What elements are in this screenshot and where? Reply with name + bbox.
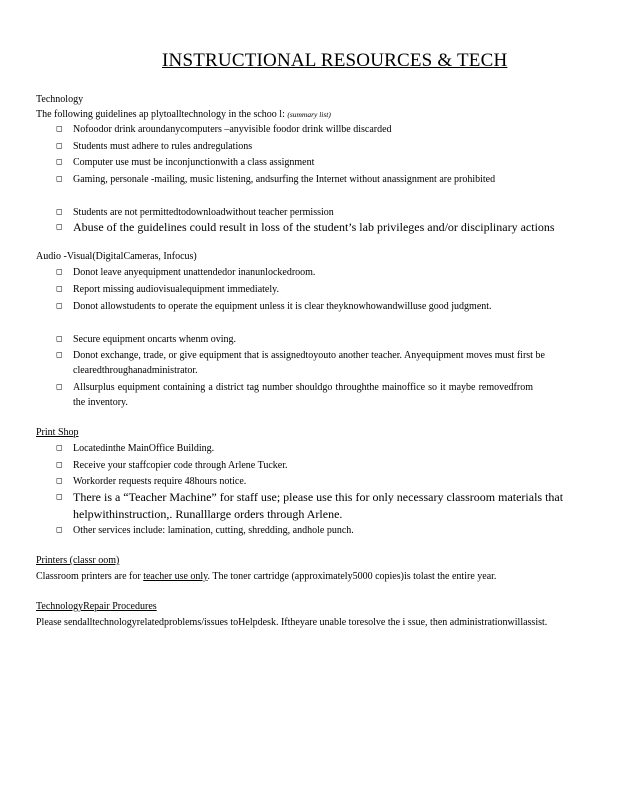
bullet-icon: ◻ [56, 207, 63, 216]
page-title: INSTRUCTIONAL RESOURCES & TECH [162, 50, 508, 71]
audio-visual-item: Secure equipment oncarts whenm oving. [73, 334, 237, 345]
bullet-icon: ◻ [56, 222, 63, 231]
technology-item: Computer use must be inconjunctionwith a class assignment [73, 157, 315, 168]
print-shop-item: Workorder requests require 48hours notice. [73, 476, 247, 487]
print-shop-item: Locatedinthe MainOffice Building. [73, 443, 215, 454]
technology-intro [36, 109, 331, 120]
bullet-icon: ◻ [56, 334, 63, 343]
bullet-icon: ◻ [56, 525, 63, 534]
bullet-icon: ◻ [56, 382, 63, 391]
technology-item: Nofoodor drink aroundanycomputers –anyvisible foodor drink willbe discarded [73, 124, 392, 135]
audio-visual-item: Report missing audiovisualequipment immediately. [73, 284, 279, 295]
audio-visual-item: Donot leave anyequipment unattendedor inanunlockedroom. [73, 267, 316, 278]
print-shop-item: There is a “Teacher Machine” for staff use; please use this for only necessary classroom materials that helpwithinstruction,. Runalllarge orders through Arlene. [73, 490, 564, 521]
printers-text-after: . The toner cartridge (approximately5000 copies)is tolast the entire year. [207, 571, 497, 582]
bullet-icon: ◻ [56, 157, 63, 166]
print-shop-item: Other services include: lamination, cutting, shredding, andhole punch. [73, 525, 354, 536]
bullet-icon: ◻ [56, 124, 63, 133]
technology-heading: Technology [36, 94, 84, 105]
printers-heading: Printers (classr oom) [36, 555, 120, 566]
bullet-icon: ◻ [56, 301, 63, 310]
audio-visual-item: Donot allowstudents to operate the equipment unless it is clear theyknowhowandwilluse good judgment. [73, 301, 492, 312]
printers-text-underlined: teacher use only [143, 571, 208, 582]
bullet-icon: ◻ [56, 284, 63, 293]
bullet-icon: ◻ [56, 267, 63, 276]
technology-intro-text: The following guidelines ap plytoalltechnology in the schoo l: [36, 109, 285, 120]
printers-text-before: Classroom printers are for [36, 571, 141, 582]
technology-item: Abuse of the guidelines could result in loss of the student’s lab privileges and/or disciplinary actions [73, 220, 555, 234]
audio-visual-heading: Audio -Visual(DigitalCameras, Infocus) [36, 251, 197, 262]
bullet-icon: ◻ [56, 476, 63, 485]
audio-visual-item: Allsurplus equipment containing a district tag number shouldgo throughthe mainoffice so it maybe removedfrom the inventory. [73, 382, 533, 408]
bullet-icon: ◻ [56, 443, 63, 452]
bullet-icon: ◻ [56, 350, 63, 359]
bullet-icon: ◻ [56, 492, 63, 501]
technology-intro-note: (summary list) [287, 110, 331, 119]
repair-text: Please sendalltechnologyrelatedproblems/issues toHelpdesk. Iftheyare unable toresolve the i ssue, then administrationwillassist. [36, 617, 548, 628]
technology-item: Students are not permittedtodownloadwithout teacher permission [73, 207, 334, 218]
printers-text [36, 569, 539, 584]
bullet-icon: ◻ [56, 141, 63, 150]
technology-item: Students must adhere to rules andregulations [73, 141, 253, 152]
technology-item: Gaming, personale -mailing, music listening, andsurfing the Internet without anassignment are prohibited [73, 174, 496, 185]
print-shop-item: Receive your staffcopier code through Arlene Tucker. [73, 460, 288, 471]
bullet-icon: ◻ [56, 174, 63, 183]
audio-visual-item: Donot exchange, trade, or give equipment that is assignedtoyouto another teacher. Anyequipment moves must first be clearedthroughanadministrator. [73, 350, 545, 376]
repair-heading: TechnologyRepair Procedures [36, 601, 157, 612]
print-shop-heading: Print Shop [36, 427, 79, 438]
bullet-icon: ◻ [56, 460, 63, 469]
